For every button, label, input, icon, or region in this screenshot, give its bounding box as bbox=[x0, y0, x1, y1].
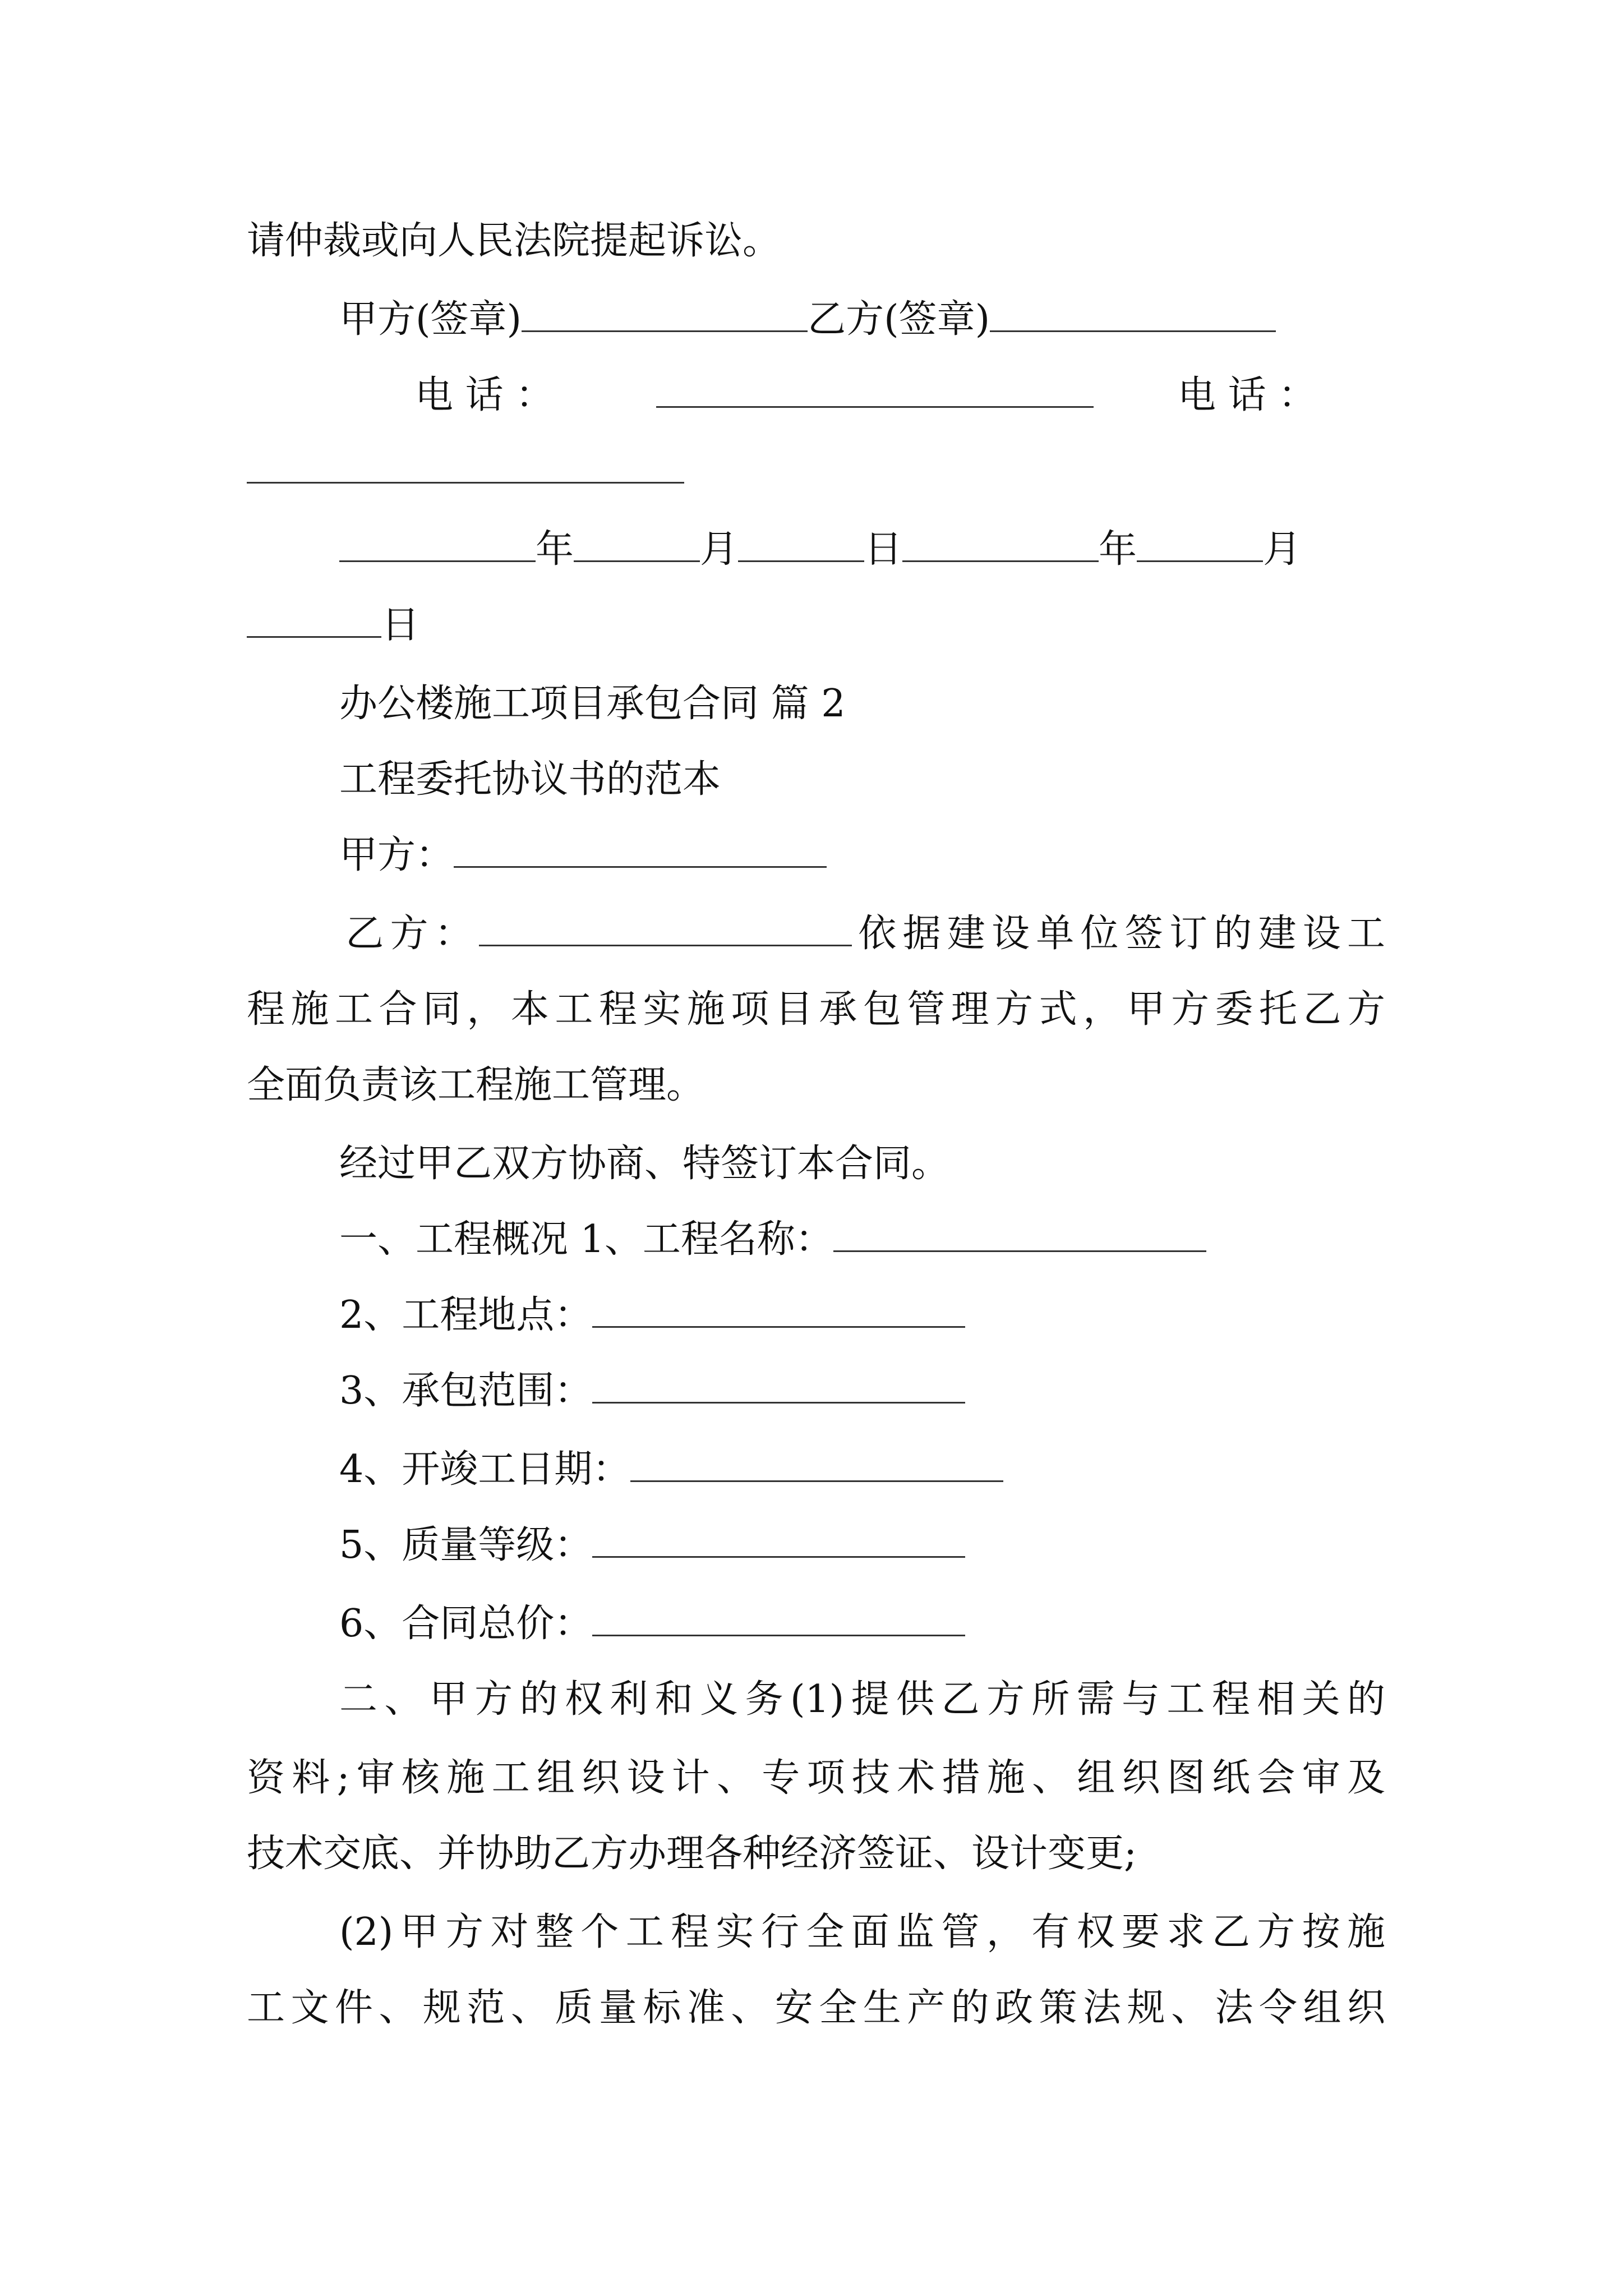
date-line bbox=[339, 522, 1301, 578]
item-4-blank bbox=[630, 1448, 1003, 1482]
agreement-subtitle: 工程委托协议书的范本 bbox=[339, 757, 721, 802]
item-1-label: 一、工程概况 1、工程名称： bbox=[339, 1217, 833, 1262]
day-b-blank bbox=[247, 604, 381, 638]
phone-a-blank-holder bbox=[656, 367, 1094, 424]
phone-b-blank-holder bbox=[247, 443, 684, 499]
section-3-line-2: 工文件、规范、质量标准、安全生产的政策法规、法令组织 bbox=[247, 1986, 1385, 2030]
paragraph-1-line-1-tail: 依据建设单位签订的建设工 bbox=[852, 912, 1385, 956]
item-5-line bbox=[339, 1517, 965, 1573]
party-a-signature-label: 甲方(签章) bbox=[339, 297, 522, 342]
paragraph-2: 经过甲乙双方协商、特签订本合同。 bbox=[339, 1142, 950, 1186]
item-2-line bbox=[339, 1287, 965, 1343]
section-2-line-2: 资料;审核施工组织设计、专项技术措施、组织图纸会审及 bbox=[247, 1756, 1385, 1800]
month-b-label: 月 bbox=[1263, 527, 1302, 572]
party-b-label: 乙方： bbox=[339, 912, 479, 956]
section-2-line-1: 二、甲方的权利和义务(1)提供乙方所需与工程相关的 bbox=[339, 1677, 1385, 1722]
year-a-blank bbox=[339, 528, 536, 562]
month-a-label: 月 bbox=[700, 527, 739, 572]
item-5-label: 5、质量等级： bbox=[339, 1523, 593, 1567]
party-a-line bbox=[339, 827, 827, 884]
day-a-label: 日 bbox=[864, 527, 903, 572]
phone-a-blank bbox=[656, 374, 1094, 408]
item-2-blank bbox=[592, 1294, 965, 1328]
day-b-label: 日 bbox=[381, 603, 420, 647]
party-a-signature-blank bbox=[522, 298, 808, 332]
item-6-blank bbox=[592, 1602, 965, 1636]
phone-b-blank bbox=[247, 449, 684, 484]
signature-line bbox=[339, 292, 1276, 348]
phone-a-label: 电 话 ： bbox=[415, 373, 554, 417]
year-b-blank bbox=[902, 528, 1099, 562]
party-b-signature-label: 乙方(签章) bbox=[808, 297, 990, 342]
month-b-blank bbox=[1137, 528, 1263, 562]
item-3-line bbox=[339, 1363, 965, 1419]
section-title-2: 办公楼施工项目承包合同 篇 2 bbox=[339, 682, 846, 726]
section-2-line-3: 技术交底、并协助乙方办理各种经济签证、设计变更; bbox=[247, 1832, 1137, 1876]
item-1-blank bbox=[833, 1218, 1206, 1252]
item-1-line bbox=[339, 1212, 1206, 1268]
text-line-1: 请仲裁或向人民法院提起诉讼。 bbox=[247, 219, 781, 263]
party-a-blank bbox=[454, 834, 827, 868]
party-b-blank bbox=[479, 912, 852, 946]
paragraph-1-line-3: 全面负责该工程施工管理。 bbox=[247, 1063, 705, 1107]
phone-b-label: 电 话 ： bbox=[1178, 373, 1317, 417]
item-5-blank bbox=[592, 1524, 965, 1558]
item-6-line bbox=[339, 1596, 965, 1652]
day-a-blank bbox=[738, 528, 864, 562]
section-3-line-1: (2)甲方对整个工程实行全面监管，有权要求乙方按施 bbox=[339, 1910, 1385, 1954]
item-4-line bbox=[339, 1442, 1003, 1498]
item-2-label: 2、工程地点： bbox=[339, 1293, 593, 1337]
party-a-label: 甲方： bbox=[339, 833, 454, 877]
party-b-line bbox=[247, 906, 1385, 962]
item-3-label: 3、承包范围： bbox=[339, 1369, 593, 1413]
item-4-label: 4、开竣工日期： bbox=[339, 1447, 631, 1492]
item-3-blank bbox=[592, 1369, 965, 1404]
paragraph-1-line-2: 程施工合同，本工程实施项目承包管理方式，甲方委托乙方 bbox=[247, 987, 1385, 1032]
month-a-blank bbox=[574, 528, 700, 562]
year-b-label: 年 bbox=[1099, 527, 1137, 572]
party-b-signature-blank bbox=[990, 298, 1276, 332]
date-line-cont bbox=[247, 597, 419, 654]
item-6-label: 6、合同总价： bbox=[339, 1602, 593, 1646]
year-a-label: 年 bbox=[536, 527, 574, 572]
